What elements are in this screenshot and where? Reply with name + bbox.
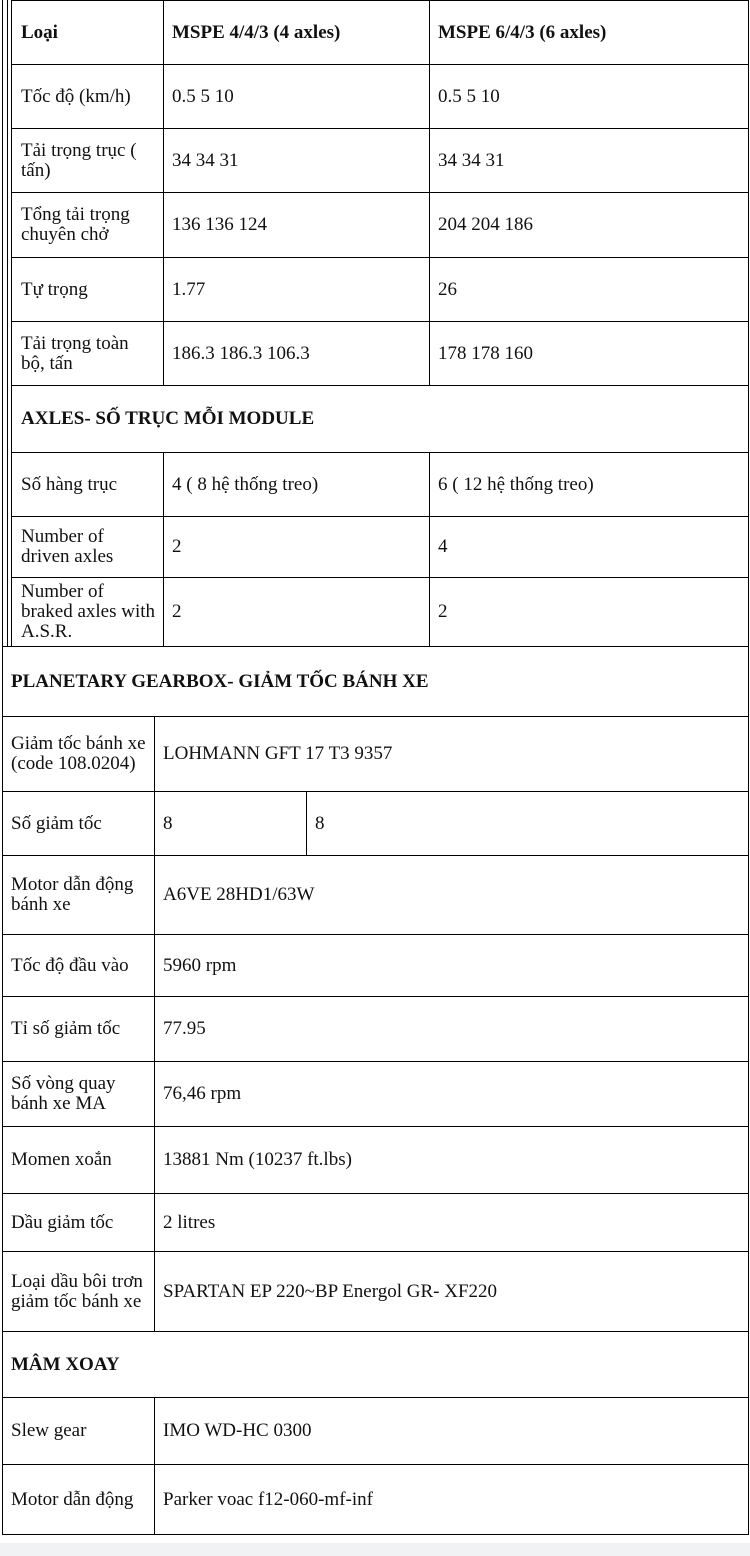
header-label-cell: Loại: [12, 1, 164, 65]
row-label: Dầu giảm tốc: [3, 1194, 155, 1252]
row-label: Tốc độ đầu vào: [3, 935, 155, 997]
row-value: 2 litres: [155, 1194, 749, 1252]
row-label: Giảm tốc bánh xe (code 108.0204): [3, 717, 155, 792]
table-row: [12, 129, 749, 193]
row-label: Tốc độ (km/h): [12, 65, 164, 129]
row-value-6-axles: 204 204 186: [430, 193, 749, 258]
table-row: [3, 717, 749, 792]
row-label: Motor dẫn động bánh xe: [3, 856, 155, 935]
table-row: [12, 322, 749, 386]
row-value: 13881 Nm (10237 ft.lbs): [155, 1127, 749, 1194]
row-value-a: 8: [155, 792, 307, 856]
section-row-slew: [3, 1332, 749, 1398]
section-heading: MÂM XOAY: [3, 1332, 749, 1398]
row-value-6-axles: 34 34 31: [430, 129, 749, 193]
row-label: Number of braked axles with A.S.R.: [12, 578, 164, 647]
row-value: 76,46 rpm: [155, 1062, 749, 1127]
header-model-6-axles: MSPE 6/4/3 (6 axles): [430, 1, 749, 65]
row-label: Tự trọng: [12, 258, 164, 322]
table-header-row: [12, 1, 749, 65]
table-row: [12, 453, 749, 517]
row-value-4-axles: 2: [164, 578, 430, 647]
table-row: [3, 1194, 749, 1252]
row-value-4-axles: 136 136 124: [164, 193, 430, 258]
table-row: [12, 65, 749, 129]
row-value-6-axles: 26: [430, 258, 749, 322]
table-row: [3, 856, 749, 935]
table-row: [3, 1127, 749, 1194]
table-row: [3, 997, 749, 1062]
left-border-line-inner: [7, 0, 8, 646]
table-row: [12, 517, 749, 578]
row-label: Tỉ số giảm tốc: [3, 997, 155, 1062]
row-label: Tải trọng trục ( tấn): [12, 129, 164, 193]
row-label: Số hàng trục: [12, 453, 164, 517]
row-label: Số giảm tốc: [3, 792, 155, 856]
row-value-4-axles: 186.3 186.3 106.3: [164, 322, 430, 386]
row-value: 5960 rpm: [155, 935, 749, 997]
row-value: LOHMANN GFT 17 T3 9357: [155, 717, 749, 792]
row-label: Motor dẫn động: [3, 1465, 155, 1535]
table-row: [3, 792, 749, 856]
spec-table-bottom: [2, 646, 749, 1535]
row-value-6-axles: 0.5 5 10: [430, 65, 749, 129]
header-model-4-axles: MSPE 4/4/3 (4 axles): [164, 1, 430, 65]
left-border-line: [2, 0, 3, 646]
row-value-6-axles: 2: [430, 578, 749, 647]
section-row-gearbox: [3, 647, 749, 717]
section-row-axles: [12, 386, 749, 453]
table-row: [3, 935, 749, 997]
table-row: [12, 258, 749, 322]
row-value-4-axles: 2: [164, 517, 430, 578]
row-value: SPARTAN EP 220~BP Energol GR- XF220: [155, 1252, 749, 1332]
section-heading: AXLES- SỐ TRỤC MỖI MODULE: [12, 386, 749, 453]
row-value: 77.95: [155, 997, 749, 1062]
spec-table-top: [11, 0, 749, 647]
row-value: Parker voac f12-060-mf-inf: [155, 1465, 749, 1535]
row-value-6-axles: 178 178 160: [430, 322, 749, 386]
row-value-4-axles: 0.5 5 10: [164, 65, 430, 129]
row-value-6-axles: 6 ( 12 hệ thống treo): [430, 453, 749, 517]
row-value: A6VE 28HD1/63W: [155, 856, 749, 935]
row-label: Number of driven axles: [12, 517, 164, 578]
table-row: [3, 1252, 749, 1332]
row-label: Momen xoắn: [3, 1127, 155, 1194]
row-label: Tổng tải trọng chuyên chở: [12, 193, 164, 258]
row-label: Loại dầu bôi trơn giảm tốc bánh xe: [3, 1252, 155, 1332]
row-value-4-axles: 4 ( 8 hệ thống treo): [164, 453, 430, 517]
table-row: [3, 1465, 749, 1535]
table-row: [3, 1062, 749, 1127]
row-value-6-axles: 4: [430, 517, 749, 578]
row-value-b: 8: [307, 792, 749, 856]
table-row: [12, 578, 749, 647]
table-row: [3, 1398, 749, 1465]
row-value: IMO WD-HC 0300: [155, 1398, 749, 1465]
row-label: Tải trọng toàn bộ, tấn: [12, 322, 164, 386]
table-row: [12, 193, 749, 258]
page-bottom-strip: [0, 1543, 750, 1556]
row-label: Số vòng quay bánh xe MA: [3, 1062, 155, 1127]
row-label: Slew gear: [3, 1398, 155, 1465]
row-value-4-axles: 1.77: [164, 258, 430, 322]
section-heading: PLANETARY GEARBOX- GIẢM TỐC BÁNH XE: [3, 647, 749, 717]
row-value-4-axles: 34 34 31: [164, 129, 430, 193]
